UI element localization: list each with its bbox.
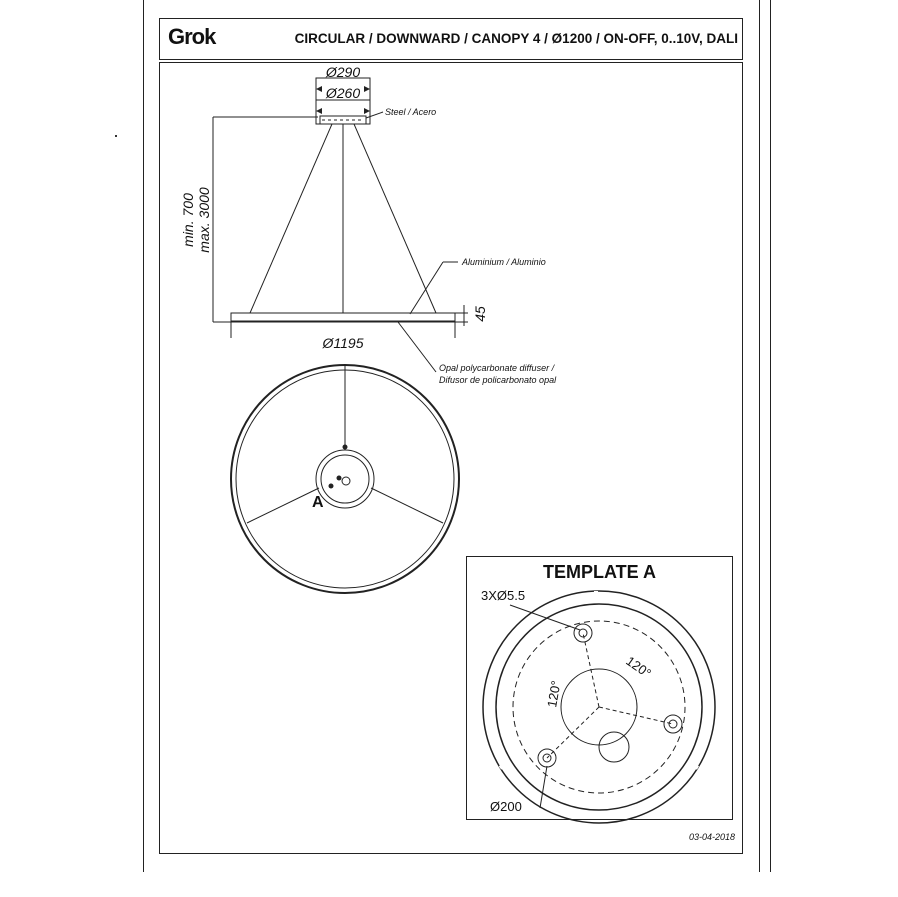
- template-a-box: [466, 556, 733, 820]
- cable-left: [250, 124, 332, 313]
- dim-canopy-inner: Ø260: [325, 85, 361, 101]
- material-diffuser-1: Opal polycarbonate diffuser /: [439, 363, 555, 373]
- material-diffuser-2: Difusor de policarbonato opal: [439, 375, 557, 385]
- dim-height-max: max. 3000: [196, 187, 212, 253]
- arrow-icon: [316, 86, 322, 92]
- dim-ring-diameter: Ø1195: [322, 335, 364, 351]
- cable-right: [354, 124, 436, 313]
- brand-logo: Grok: [168, 24, 216, 49]
- template-title: TEMPLATE A: [543, 562, 656, 582]
- arrow-icon: [364, 86, 370, 92]
- arrow-icon: [316, 108, 322, 114]
- template-angle-2: 120°: [544, 679, 564, 709]
- dim-height-min: min. 700: [180, 193, 196, 247]
- material-canopy: Steel / Acero: [385, 107, 437, 117]
- ring-body: [231, 313, 455, 321]
- product-title: CIRCULAR / DOWNWARD / CANOPY 4 / Ø1200 / ON-OFF, 0..10V, DALI: [294, 31, 738, 46]
- arrow-icon: [364, 108, 370, 114]
- template-angle-1: 120°: [623, 653, 654, 681]
- dim-ring-thickness: 45: [472, 306, 488, 322]
- template-diameter-label: Ø200: [490, 799, 522, 814]
- template-holes-label: 3XØ5.5: [481, 588, 526, 603]
- material-ring: Aluminium / Aluminio: [462, 257, 546, 267]
- detail-label-a: A: [312, 494, 324, 511]
- drawing-date: 03-04-2018: [688, 832, 735, 842]
- plan-canopy-outer: [316, 450, 374, 508]
- dim-canopy-outer: Ø290: [325, 64, 361, 80]
- plan-canopy-inner: [321, 455, 369, 503]
